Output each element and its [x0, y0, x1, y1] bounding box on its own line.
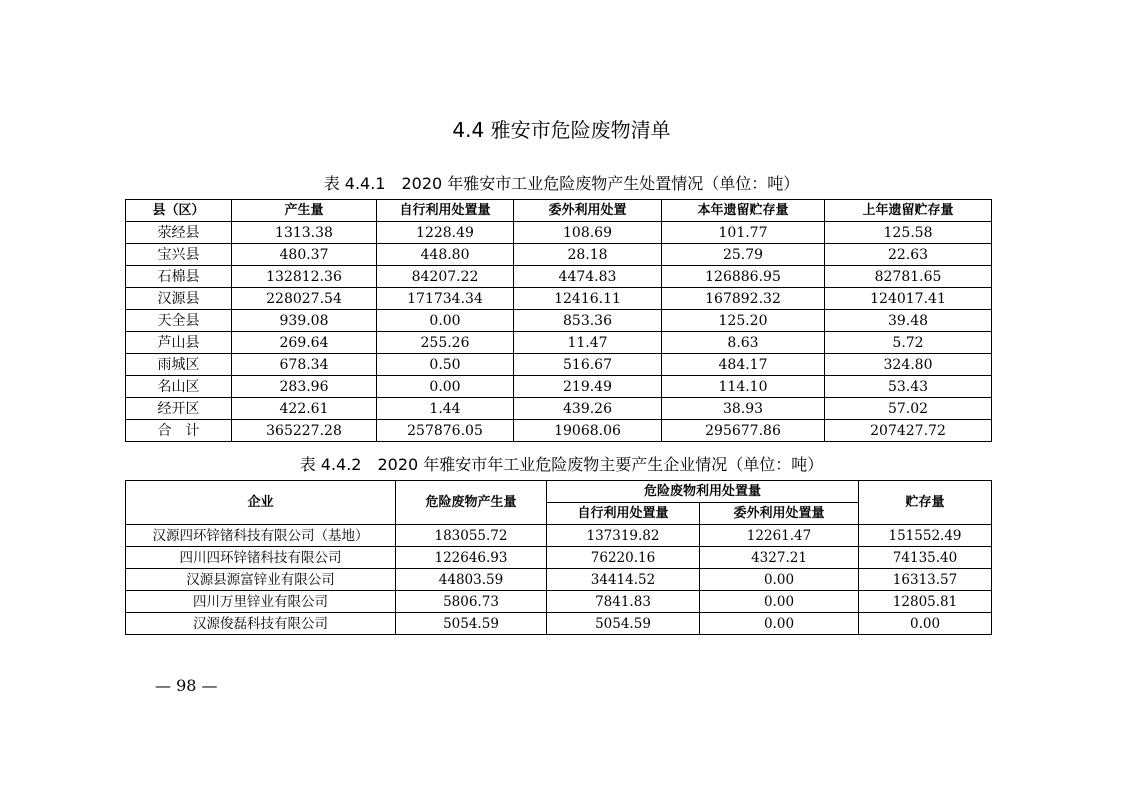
table-row: [126, 398, 992, 420]
hazardous-waste-county-table: [125, 199, 992, 442]
value-cell: 132812.36: [232, 266, 377, 288]
value-cell: 207427.72: [825, 420, 992, 442]
value-cell: 167892.32: [662, 288, 825, 310]
county-cell: 名山区: [126, 376, 232, 398]
table-row: [126, 332, 992, 354]
value-cell: 448.80: [377, 244, 514, 266]
value-cell: 255.26: [377, 332, 514, 354]
value-cell: 0.50: [377, 354, 514, 376]
value-cell: 7841.83: [547, 591, 700, 613]
county-cell: 芦山县: [126, 332, 232, 354]
value-cell: 124017.41: [825, 288, 992, 310]
company-cell: 四川四环锌锗科技有限公司: [126, 547, 396, 569]
value-cell: 137319.82: [547, 525, 700, 547]
value-cell: 484.17: [662, 354, 825, 376]
table-row: [126, 569, 992, 591]
county-cell: 汉源县: [126, 288, 232, 310]
value-cell: 0.00: [377, 376, 514, 398]
value-cell: 283.96: [232, 376, 377, 398]
value-cell: 5.72: [825, 332, 992, 354]
header-storage: 贮存量: [859, 481, 992, 525]
value-cell: 480.37: [232, 244, 377, 266]
value-cell: 0.00: [700, 613, 859, 635]
table-row: [126, 354, 992, 376]
value-cell: 108.69: [514, 222, 662, 244]
company-cell: 汉源俊磊科技有限公司: [126, 613, 396, 635]
value-cell: 12416.11: [514, 288, 662, 310]
value-cell: 228027.54: [232, 288, 377, 310]
value-cell: 34414.52: [547, 569, 700, 591]
table1-header-cell: 自行利用处置量: [377, 200, 514, 222]
table2-caption: 表 4.4.2 2020 年雅安市年工业危险废物主要产生企业情况（单位：吨）: [299, 455, 824, 474]
company-cell: 四川万里锌业有限公司: [126, 591, 396, 613]
value-cell: 4327.21: [700, 547, 859, 569]
table1-header-cell: 县（区）: [126, 200, 232, 222]
hazardous-waste-enterprise-table: [125, 480, 992, 635]
value-cell: 219.49: [514, 376, 662, 398]
value-cell: 126886.95: [662, 266, 825, 288]
table-row: [126, 525, 992, 547]
value-cell: 82781.65: [825, 266, 992, 288]
value-cell: 257876.05: [377, 420, 514, 442]
value-cell: 295677.86: [662, 420, 825, 442]
value-cell: 5054.59: [396, 613, 547, 635]
value-cell: 365227.28: [232, 420, 377, 442]
table-row: [126, 420, 992, 442]
value-cell: 101.77: [662, 222, 825, 244]
value-cell: 853.36: [514, 310, 662, 332]
value-cell: 5806.73: [396, 591, 547, 613]
value-cell: 0.00: [700, 569, 859, 591]
section-title: 4.4 雅安市危险废物清单: [452, 118, 671, 142]
page-number: — 98 —: [155, 676, 218, 695]
value-cell: 22.63: [825, 244, 992, 266]
table1-header-cell: 委外利用处置: [514, 200, 662, 222]
table1-header-cell: 本年遗留贮存量: [662, 200, 825, 222]
value-cell: 53.43: [825, 376, 992, 398]
table-row: [126, 376, 992, 398]
value-cell: 12805.81: [859, 591, 992, 613]
county-cell: 宝兴县: [126, 244, 232, 266]
company-cell: 汉源县源富锌业有限公司: [126, 569, 396, 591]
table1-caption: 表 4.4.1 2020 年雅安市工业危险废物产生处置情况（单位：吨）: [323, 174, 800, 193]
county-cell: 经开区: [126, 398, 232, 420]
header-outsourced-disposal: 委外利用处置量: [700, 503, 859, 525]
table-row: [126, 222, 992, 244]
county-cell: 合 计: [126, 420, 232, 442]
value-cell: 939.08: [232, 310, 377, 332]
table1-header-cell: 上年遗留贮存量: [825, 200, 992, 222]
value-cell: 269.64: [232, 332, 377, 354]
value-cell: 5054.59: [547, 613, 700, 635]
header-company: 企业: [126, 481, 396, 525]
value-cell: 16313.57: [859, 569, 992, 591]
table1-header-cell: 产生量: [232, 200, 377, 222]
value-cell: 19068.06: [514, 420, 662, 442]
value-cell: 76220.16: [547, 547, 700, 569]
county-cell: 雨城区: [126, 354, 232, 376]
value-cell: 324.80: [825, 354, 992, 376]
value-cell: 0.00: [700, 591, 859, 613]
table-row: [126, 266, 992, 288]
value-cell: 25.79: [662, 244, 825, 266]
value-cell: 171734.34: [377, 288, 514, 310]
company-cell: 汉源四环锌锗科技有限公司（基地）: [126, 525, 396, 547]
value-cell: 4474.83: [514, 266, 662, 288]
table-row: [126, 547, 992, 569]
table-row: [126, 591, 992, 613]
value-cell: 0.00: [859, 613, 992, 635]
value-cell: 122646.93: [396, 547, 547, 569]
value-cell: 39.48: [825, 310, 992, 332]
header-self-disposal: 自行利用处置量: [547, 503, 700, 525]
value-cell: 0.00: [377, 310, 514, 332]
value-cell: 11.47: [514, 332, 662, 354]
value-cell: 1.44: [377, 398, 514, 420]
value-cell: 8.63: [662, 332, 825, 354]
table-row: [126, 244, 992, 266]
value-cell: 125.20: [662, 310, 825, 332]
value-cell: 125.58: [825, 222, 992, 244]
value-cell: 516.67: [514, 354, 662, 376]
value-cell: 422.61: [232, 398, 377, 420]
header-generated: 危险废物产生量: [396, 481, 547, 525]
table1-header-row: [126, 200, 992, 222]
value-cell: 74135.40: [859, 547, 992, 569]
value-cell: 1313.38: [232, 222, 377, 244]
value-cell: 114.10: [662, 376, 825, 398]
county-cell: 天全县: [126, 310, 232, 332]
value-cell: 28.18: [514, 244, 662, 266]
value-cell: 44803.59: [396, 569, 547, 591]
value-cell: 678.34: [232, 354, 377, 376]
value-cell: 38.93: [662, 398, 825, 420]
county-cell: 石棉县: [126, 266, 232, 288]
table-row: [126, 288, 992, 310]
value-cell: 1228.49: [377, 222, 514, 244]
table-row: [126, 310, 992, 332]
table-row: [126, 613, 992, 635]
value-cell: 84207.22: [377, 266, 514, 288]
value-cell: 151552.49: [859, 525, 992, 547]
value-cell: 12261.47: [700, 525, 859, 547]
value-cell: 183055.72: [396, 525, 547, 547]
value-cell: 57.02: [825, 398, 992, 420]
header-disposal-group: 危险废物利用处置量: [547, 481, 859, 503]
county-cell: 荥经县: [126, 222, 232, 244]
value-cell: 439.26: [514, 398, 662, 420]
